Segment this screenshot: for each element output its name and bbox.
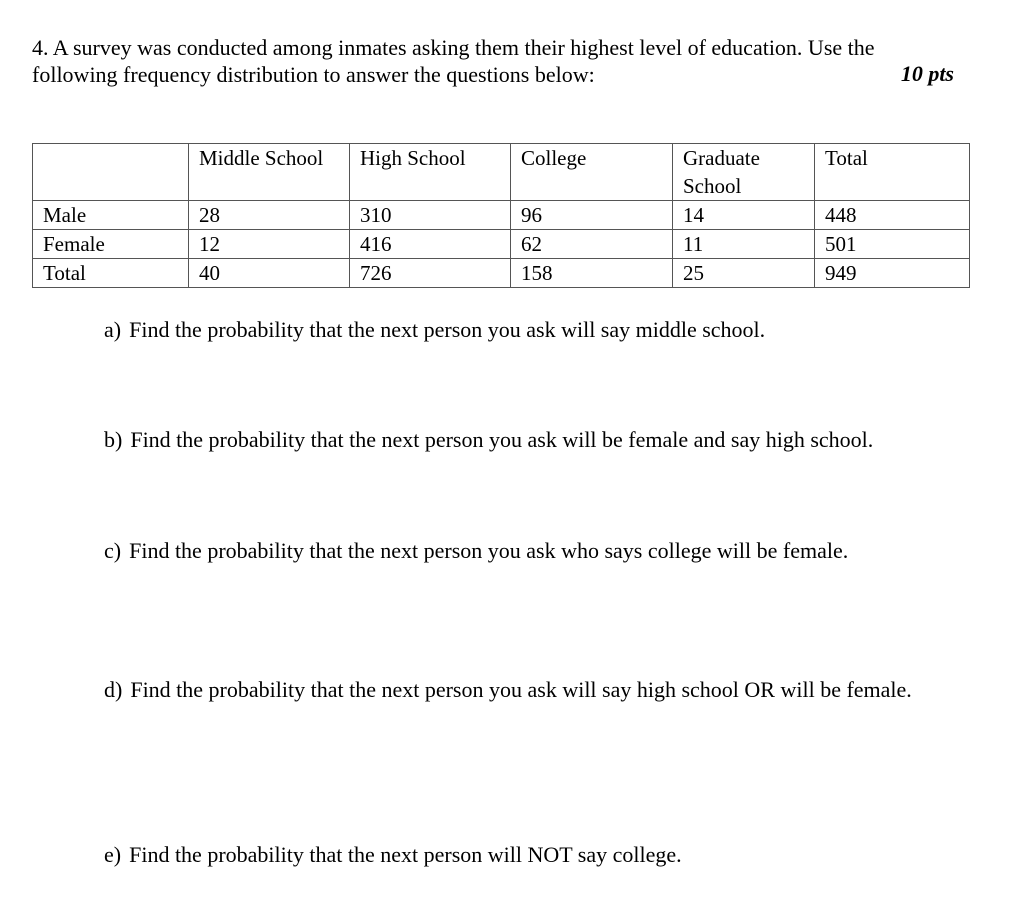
header-cell-graduate-school: Graduate School [673, 144, 815, 201]
table-cell: 62 [511, 230, 673, 259]
table-cell: 28 [189, 201, 350, 230]
table-cell: 310 [350, 201, 511, 230]
question-e [104, 841, 964, 868]
question-label: b) [104, 427, 123, 452]
question-label: a) [104, 317, 122, 342]
question-label: d) [104, 677, 123, 702]
question-text: Find the probability that the next person you ask who says college will be female. [129, 538, 849, 563]
header-cell-college: College [511, 144, 673, 201]
question-label: c) [104, 538, 122, 563]
intro-line-1: 4. A survey was conducted among inmates asking them their highest level of education. Use the [32, 35, 875, 60]
question-text: Find the probability that the next person you ask will say middle school. [129, 317, 766, 342]
table-cell: 448 [815, 201, 970, 230]
intro-line-2: following frequency distribution to answer the questions below: [32, 62, 595, 87]
question-b [104, 426, 964, 453]
table-row [33, 230, 970, 259]
table-cell: 949 [815, 259, 970, 288]
table-cell: 11 [673, 230, 815, 259]
row-label: Total [33, 259, 189, 288]
header-cell-blank [33, 144, 189, 201]
table-cell: 96 [511, 201, 673, 230]
question-text: Find the probability that the next person you ask will be female and say high school. [130, 427, 874, 452]
table-cell: 158 [511, 259, 673, 288]
header-cell-total: Total [815, 144, 970, 201]
row-label: Male [33, 201, 189, 230]
table-row [33, 201, 970, 230]
header-cell-middle-school: Middle School [189, 144, 350, 201]
question-text: Find the probability that the next person you ask will say high school OR will be female. [130, 677, 912, 702]
header-cell-high-school: High School [350, 144, 511, 201]
table-cell: 726 [350, 259, 511, 288]
question-d [104, 676, 924, 703]
table-row [33, 259, 970, 288]
table-cell: 501 [815, 230, 970, 259]
table-cell: 416 [350, 230, 511, 259]
question-label: e) [104, 842, 122, 867]
question-text: Find the probability that the next person will NOT say college. [129, 842, 682, 867]
table-cell: 40 [189, 259, 350, 288]
frequency-table [32, 143, 970, 288]
row-label: Female [33, 230, 189, 259]
table-cell: 25 [673, 259, 815, 288]
question-a [104, 316, 964, 343]
question-c [104, 537, 964, 564]
table-cell: 14 [673, 201, 815, 230]
table-cell: 12 [189, 230, 350, 259]
points-label: 10 pts [900, 61, 954, 86]
table-header-row [33, 144, 970, 201]
